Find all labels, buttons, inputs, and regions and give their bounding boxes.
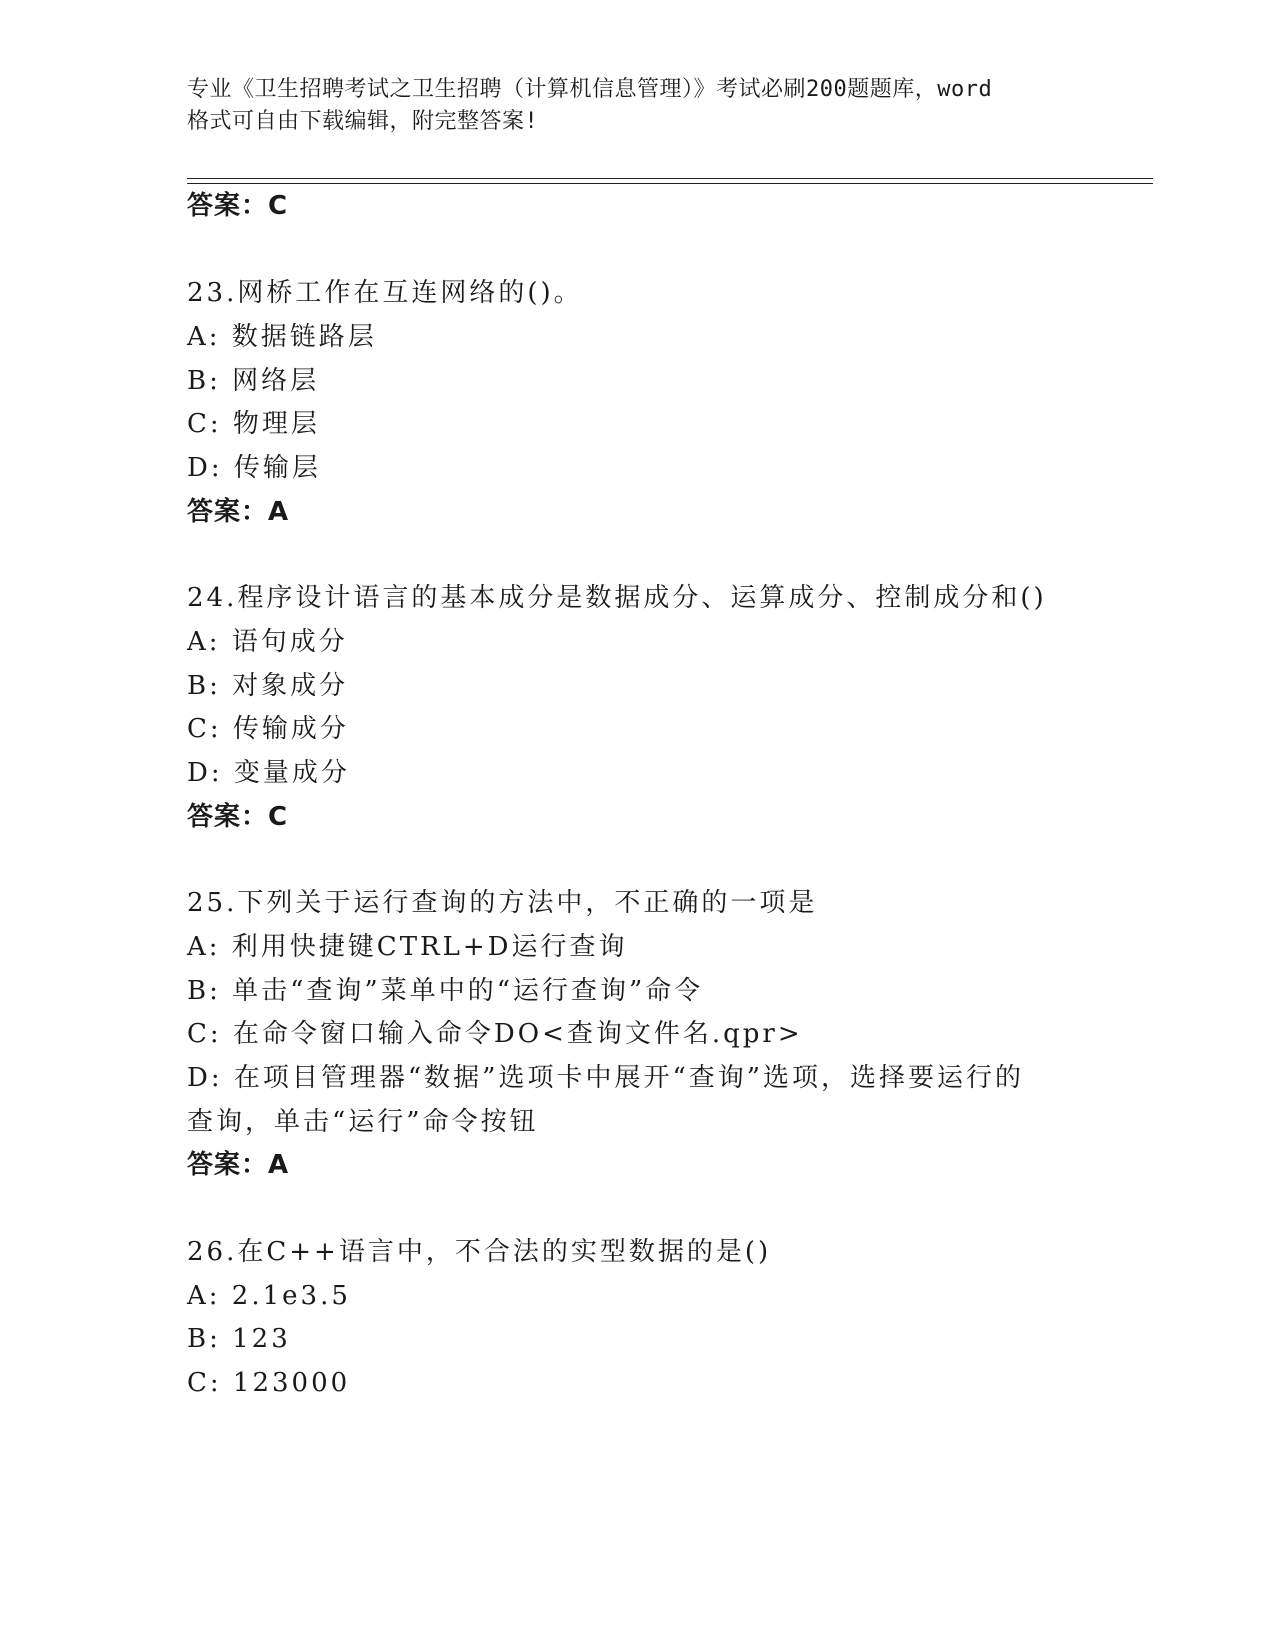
question-23-option-b: B: 网络层 xyxy=(187,366,320,396)
document-header xyxy=(187,74,1087,138)
question-23-option-d: D: 传输层 xyxy=(187,453,321,483)
question-25-option-b: B: 单击“查询”菜单中的“运行查询”命令 xyxy=(187,976,704,1006)
question-24-answer: 答案：C xyxy=(187,802,289,832)
previous-answer: 答案：C xyxy=(187,191,289,221)
question-24-title: 24.程序设计语言的基本成分是数据成分、运算成分、控制成分和() xyxy=(187,583,1047,613)
question-26-option-c: C: 123000 xyxy=(187,1368,351,1398)
header-divider-bottom xyxy=(187,183,1153,184)
question-25-title: 25.下列关于运行查询的方法中，不正确的一项是 xyxy=(187,888,818,918)
question-23-title: 23.网桥工作在互连网络的()。 xyxy=(187,278,583,308)
question-25-option-d: D: 在项目管理器“数据”选项卡中展开“查询”选项，选择要运行的 xyxy=(187,1063,1025,1093)
question-25-answer: 答案：A xyxy=(187,1150,290,1180)
question-24-option-b: B: 对象成分 xyxy=(187,671,349,701)
question-26-option-b: B: 123 xyxy=(187,1324,291,1354)
question-26-title: 26.在C++语言中，不合法的实型数据的是() xyxy=(187,1237,772,1267)
question-23-answer: 答案：A xyxy=(187,497,290,527)
question-25-option-d-continued: 查询，单击“运行”命令按钮 xyxy=(187,1107,539,1137)
question-23-option-c: C: 物理层 xyxy=(187,409,320,439)
question-24-option-a: A: 语句成分 xyxy=(187,627,348,657)
header-line-2: 格式可自由下载编辑，附完整答案! xyxy=(187,109,539,134)
question-24-option-c: C: 传输成分 xyxy=(187,714,349,744)
question-26-option-a: A: 2.1e3.5 xyxy=(187,1281,351,1311)
question-24-option-d: D: 变量成分 xyxy=(187,758,350,788)
header-divider-top xyxy=(187,178,1153,179)
question-25-option-c: C: 在命令窗口输入命令DO<查询文件名.qpr> xyxy=(187,1019,803,1049)
header-line-1: 专业《卫生招聘考试之卫生招聘（计算机信息管理）》考试必刷200题题库，word xyxy=(187,77,993,102)
question-23-option-a: A: 数据链路层 xyxy=(187,322,377,352)
question-25-option-a: A: 利用快捷键CTRL+D运行查询 xyxy=(187,932,628,962)
